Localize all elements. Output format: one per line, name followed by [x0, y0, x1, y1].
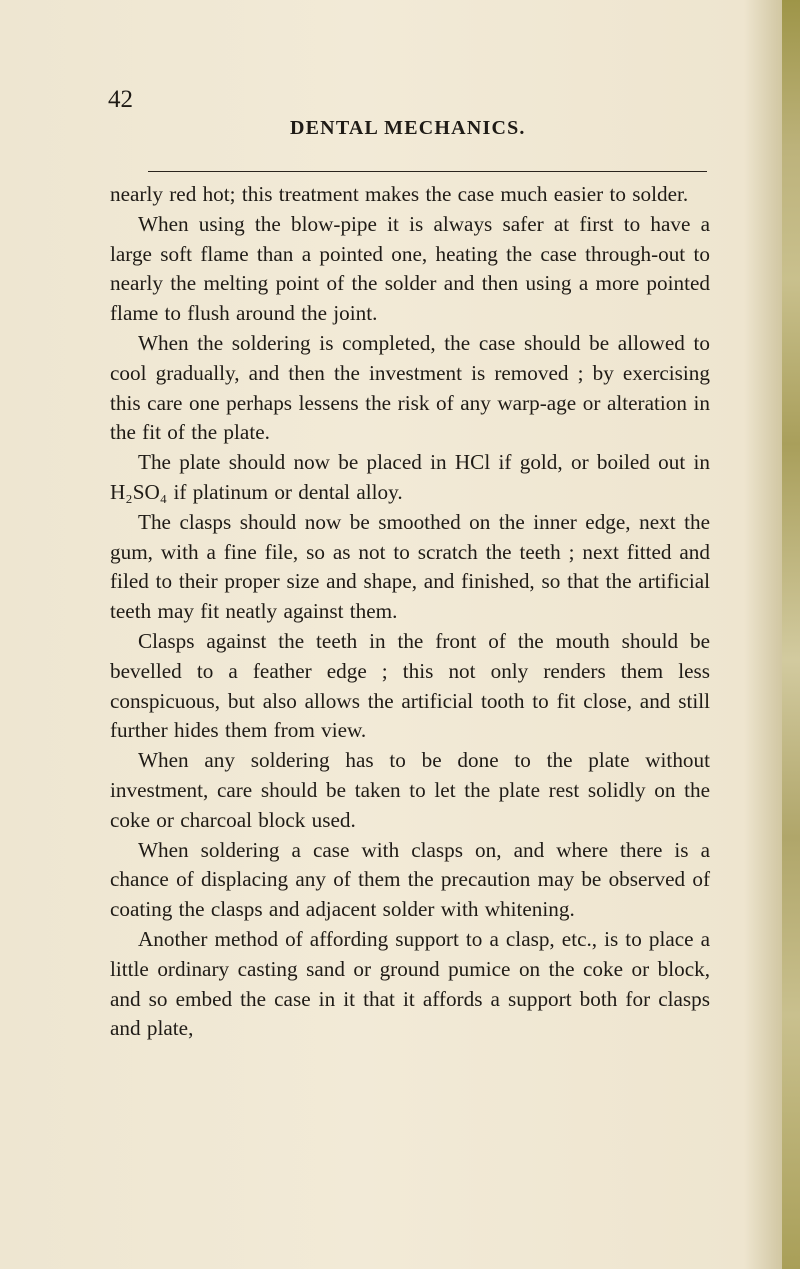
paragraph: When the soldering is completed, the case should be allowed to cool gradually, and then the investment is removed ; by exercising this care one perhaps lessens the risk of any warp-age or alteration in the fit of the plate. — [110, 330, 710, 445]
page-body — [110, 180, 710, 1044]
paragraph: The plate should now be placed in HCl if gold, or boiled out in H₂SO₄ if platinum or dental alloy. — [110, 450, 710, 504]
paragraph: The clasps should now be smoothed on the inner edge, next the gum, with a fine file, so as not to scratch the teeth ; next fitted and filed to their proper size and shape, and finished, so that the artificial teeth may fit neatly against them. — [110, 509, 710, 624]
paragraph: When using the blow-pipe it is always safer at first to have a large soft flame than a pointed one, heating the case through-out to nearly the melting point of the solder and then using a more pointed flame to flush around the joint. — [110, 211, 710, 326]
paragraph: Clasps against the teeth in the front of the mouth should be bevelled to a feather edge ; this not only renders them less conspicuous, but also allows the artificial tooth to fit close, and still further hides them from view. — [110, 628, 710, 743]
header-rule — [148, 171, 707, 172]
paragraph: nearly red hot; this treatment makes the case much easier to solder. — [110, 182, 689, 206]
paragraph: When any soldering has to be done to the plate without investment, care should be taken to let the plate rest solidly on the coke or charcoal block used. — [110, 748, 710, 832]
page-edge-shadow — [782, 0, 800, 1269]
paragraph: Another method of affording support to a clasp, etc., is to place a little ordinary casting sand or ground pumice on the coke or block, and so embed the case in it that it affords a support both for clasps and plate, — [110, 926, 710, 1041]
page-number: 42 — [108, 86, 133, 113]
paragraph: When soldering a case with clasps on, and where there is a chance of displacing any of them the precaution may be observed of coating the clasps and adjacent solder with whitening. — [110, 837, 710, 922]
running-title: DENTAL MECHANICS. — [290, 117, 526, 139]
